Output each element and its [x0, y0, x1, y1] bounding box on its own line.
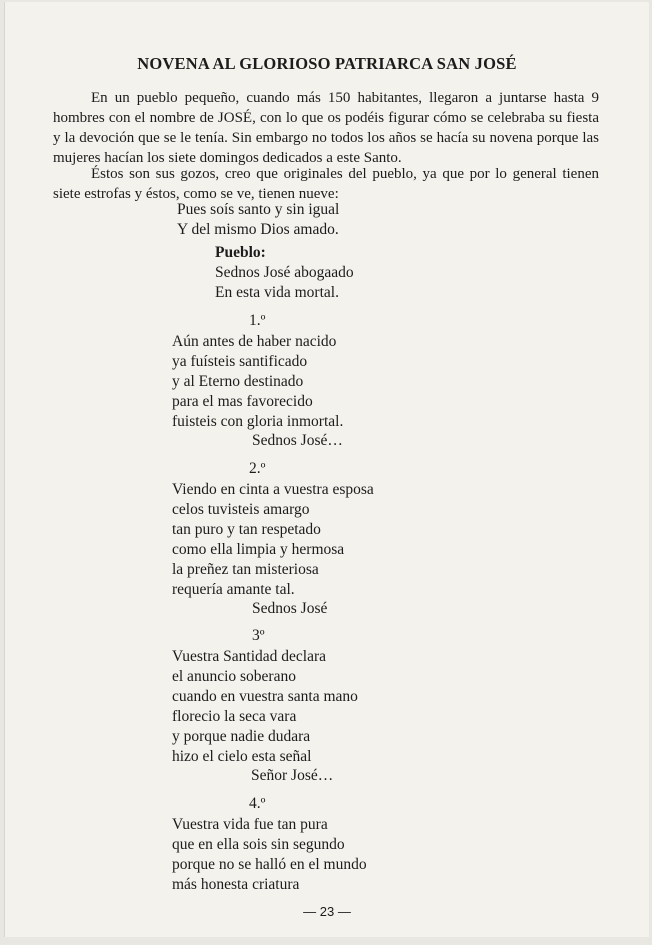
verse-line: Aún antes de haber nacido: [172, 333, 337, 350]
stanza-refrain: Sednos José: [252, 600, 328, 617]
verse-line: para el mas favorecido: [172, 393, 313, 410]
stanza-number: 4.º: [249, 795, 266, 812]
gozos-paragraph: [53, 164, 599, 204]
stanza-refrain: Señor José…: [251, 767, 334, 784]
stanza-refrain: Sednos José…: [252, 432, 343, 449]
verse-line: hizo el cielo esta señal: [172, 748, 312, 765]
verse-line: tan puro y tan respetado: [172, 521, 321, 538]
verse-line: Vuestra Santidad declara: [172, 648, 327, 665]
page-number: — 23 —: [303, 904, 351, 919]
verse-line: el anuncio soberano: [172, 668, 296, 685]
document-page: [4, 2, 649, 937]
verse-line: la preñez tan misteriosa: [172, 561, 319, 578]
stanza-number: 2.º: [249, 460, 266, 477]
verse-line: Vuestra vida fue tan pura: [172, 816, 328, 833]
verse-line: celos tuvisteis amargo: [172, 501, 310, 518]
intro-paragraph: [53, 88, 599, 168]
paragraph-text: En un pueblo pequeño, cuando más 150 habitantes, llegaron a juntarse hasta 9 hombres con el nombre de JOSÉ, con lo que os podéis figurar cómo se celebraba su fiesta y la devoción que se le tenía. Sin embargo no todos los años se hacía su novena porque las mujeres hacían los siete domingos dedicados a este Santo.: [53, 90, 599, 166]
intro-line: Y del mismo Dios amado.: [177, 221, 339, 238]
verse-line: requería amante tal.: [172, 581, 295, 598]
verse-line: más honesta criatura: [172, 876, 300, 893]
verse-line: y porque nadie dudara: [172, 728, 311, 745]
intro-line: Pues soís santo y sin igual: [177, 201, 340, 218]
paragraph-text: Éstos son sus gozos, creo que originales del pueblo, ya que por lo general tienen siete estrofas y éstos, como se ve, tienen nueve:: [53, 166, 599, 202]
verse-line: Viendo en cinta a vuestra esposa: [172, 481, 374, 498]
verse-line: ya fuísteis santificado: [172, 353, 308, 370]
verse-line: cuando en vuestra santa mano: [172, 688, 358, 705]
verse-line: y al Eterno destinado: [172, 373, 304, 390]
stanza-number: 1.º: [249, 312, 266, 329]
refrain-label: Pueblo:: [215, 244, 266, 261]
verse-line: florecio la seca vara: [172, 708, 297, 725]
page-title: NOVENA AL GLORIOSO PATRIARCA SAN JOSÉ: [137, 54, 517, 73]
verse-line: fuisteis con gloria inmortal.: [172, 413, 344, 430]
refrain-line: En esta vida mortal.: [215, 284, 339, 301]
verse-line: que en ella sois sin segundo: [172, 836, 345, 853]
stanza-number: 3º: [252, 627, 265, 644]
verse-line: porque no se halló en el mundo: [172, 856, 367, 873]
verse-line: como ella limpia y hermosa: [172, 541, 345, 558]
refrain-line: Sednos José abogaado: [215, 264, 354, 281]
